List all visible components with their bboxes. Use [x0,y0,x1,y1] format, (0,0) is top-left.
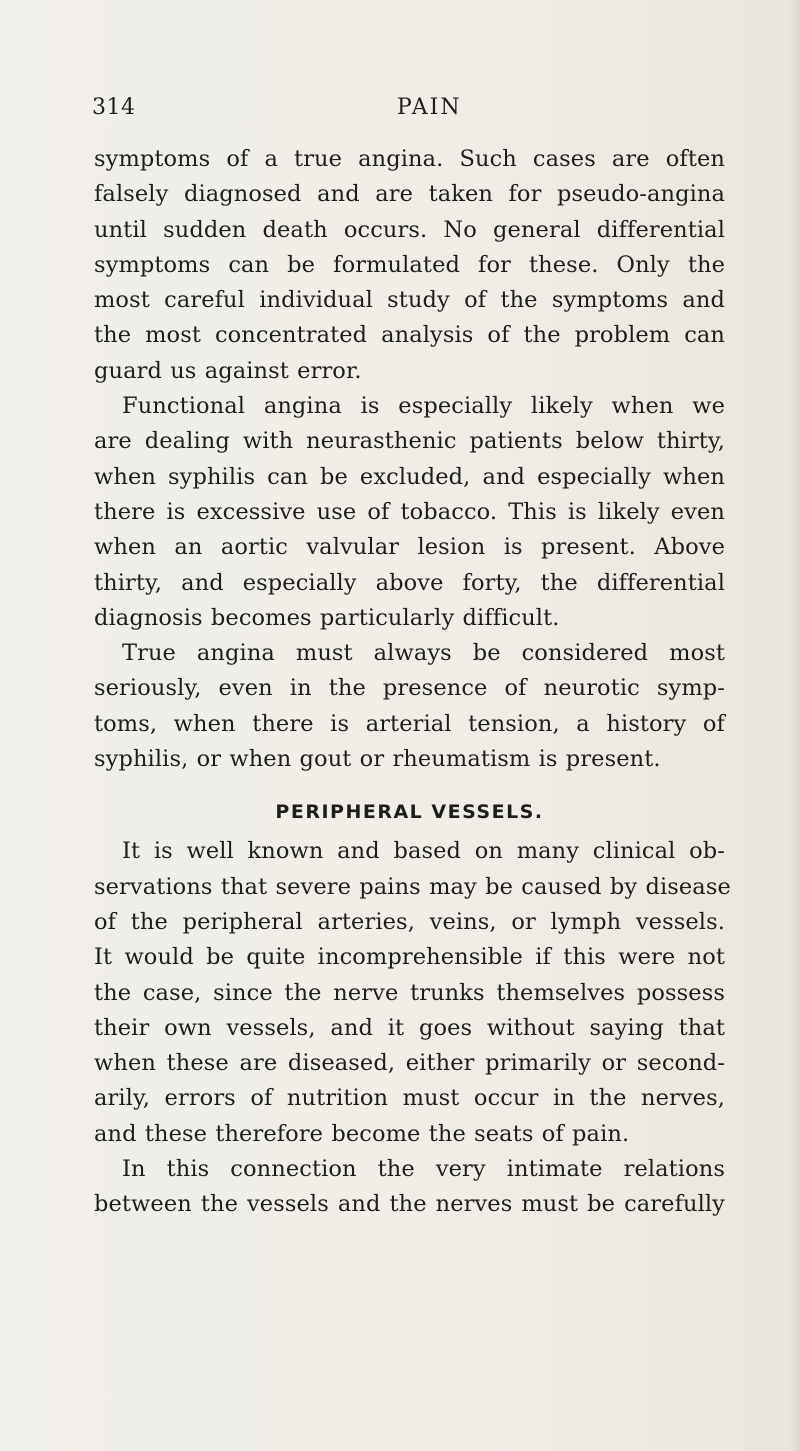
text-line: are dealing with neurasthenic patients below thirty, [94,428,725,455]
text-line: the case, since the nerve trunks themselves possess [94,979,725,1006]
text-line: Functional angina is especially likely when we [122,393,725,420]
running-head: PAIN [397,95,462,120]
body-text [94,142,731,1223]
text-line: most careful individual study of the symptoms and [94,287,725,314]
text-line: when these are diseased, either primarily or second- [94,1050,725,1077]
text-line: symptoms of a true angina. Such cases are often [94,146,725,172]
text-line: thirty, and especially above forty, the differential [94,569,725,596]
text-line: of the peripheral arteries, veins, or lymph vessels. [94,908,725,935]
text-line: symptoms can be formulated for these. Only the [94,251,725,278]
text-line: when syphilis can be excluded, and especially when [94,463,725,490]
text-line: In this connection the very intimate relations [122,1156,725,1183]
text-line: until sudden death occurs. No general differential [94,216,725,243]
text-line: toms, when there is arterial tension, a history of [94,710,725,737]
page-header [92,94,723,128]
text-line: falsely diagnosed and are taken for pseudo-angina [94,181,725,208]
text-line: It would be quite incomprehensible if this were not [94,944,725,971]
page-edge-shadow [788,0,800,1451]
text-line: the most concentrated analysis of the problem can [94,322,725,349]
text-line: diagnosis becomes particularly difficult. [94,604,560,631]
text-line: seriously, even in the presence of neurotic symp- [94,675,725,702]
text-line: servations that severe pains may be caused by disease [94,873,731,900]
text-line: between the vessels and the nerves must be carefully [94,1191,725,1218]
page-number: 314 [92,95,136,120]
section-heading: PERIPHERAL VESSELS. [275,801,544,824]
paragraph [94,389,725,636]
paragraph [94,1152,725,1223]
paragraph [94,636,725,777]
text-line: their own vessels, and it goes without saying that [94,1014,725,1041]
text-line: True angina must always be considered most [122,640,725,667]
text-line: and these therefore become the seats of pain. [94,1120,630,1147]
paragraph [94,834,731,1152]
text-line: guard us against error. [94,357,362,384]
text-line: syphilis, or when gout or rheumatism is present. [94,746,661,773]
text-line: there is excessive use of tobacco. This is likely even [94,498,725,525]
text-line: arily, errors of nutrition must occur in the nerves, [94,1085,725,1112]
paragraph [94,142,725,389]
text-line: It is well known and based on many clinical ob- [122,838,725,865]
text-line: when an aortic valvular lesion is present. Above [94,534,725,561]
